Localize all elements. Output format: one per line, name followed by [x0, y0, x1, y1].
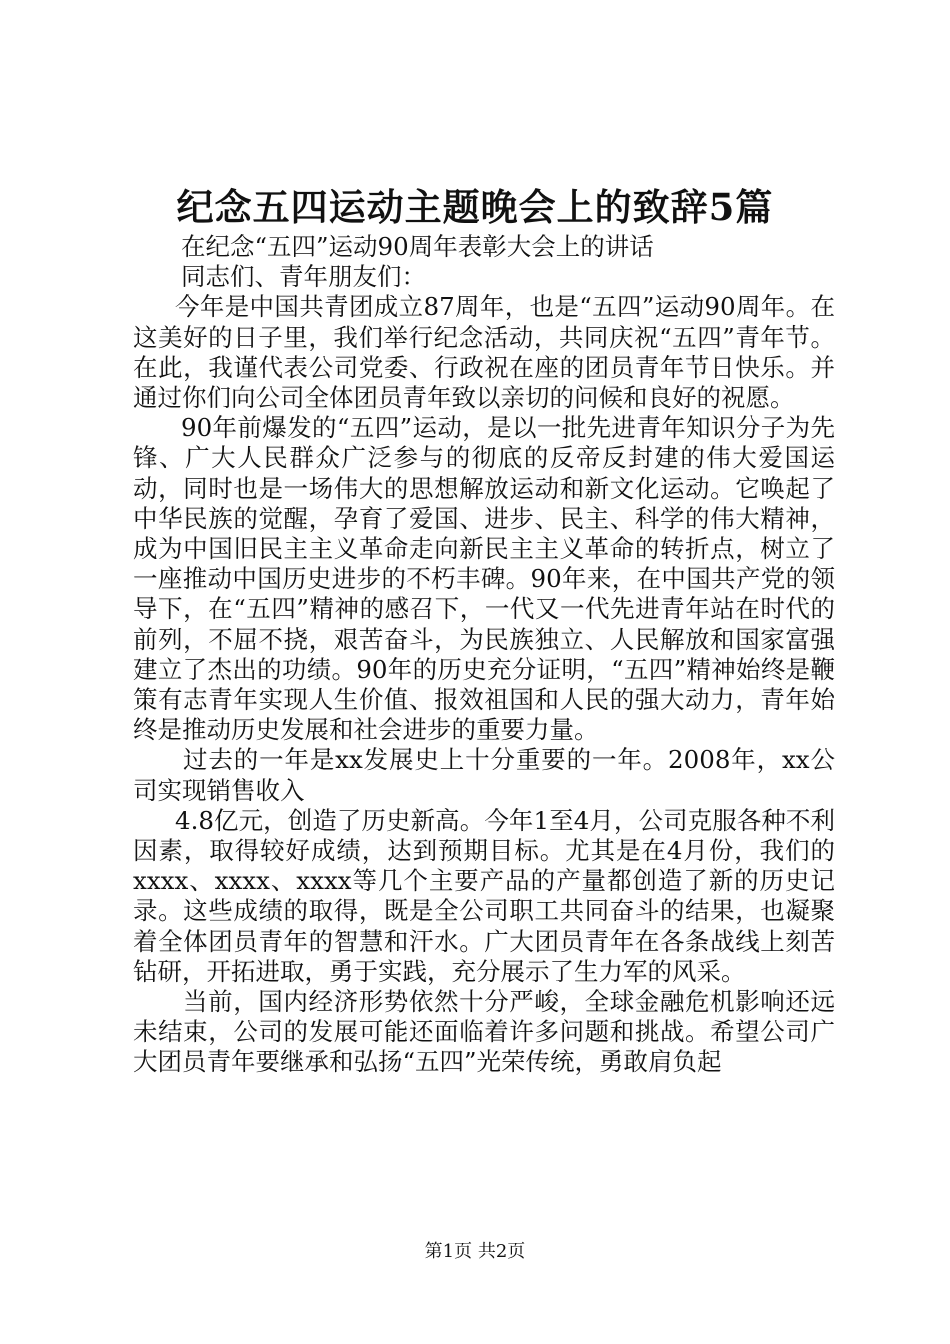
page-number: 第1页 共2页: [424, 1241, 526, 1262]
paragraph: 今年是中国共青团成立87周年，也是“五四”运动90周年。在这美好的日子里，我们举行纪念活动，共同庆祝“五四”青年节。在此，我谨代表公司党委、行政祝在座的团员青年节日快乐。并通过你们向公司全体团员青年致以亲切的问候和良好的祝愿。: [133, 292, 835, 413]
paragraph: 过去的一年是xx发展史上十分重要的一年。2008年，xx公司实现销售收入: [133, 745, 835, 805]
document-body: [133, 232, 835, 1078]
paragraph: 90年前爆发的“五四”运动，是以一批先进青年知识分子为先锋、广大人民群众广泛参与的彻底的反帝反封建的伟大爱国运动，同时也是一场伟大的思想解放运动和新文化运动。它唤起了中华民族的觉醒，孕育了爱国、进步、民主、科学的伟大精神，成为中国旧民主主义革命走向新民主主义革命的转折点，树立了一座推动中国历史进步的不朽丰碑。90年来，在中国共产党的领导下，在“五四”精神的感召下，一代又一代先进青年站在时代的前列，不屈不挠，艰苦奋斗，为民族独立、人民解放和国家富强建立了杰出的功绩。90年的历史充分证明，“五四”精神始终是鞭策有志青年实现人生价值、报效祖国和人民的强大动力，青年始终是推动历史发展和社会进步的重要力量。: [133, 413, 835, 745]
subheading: 在纪念“五四”运动90周年表彰大会上的讲话: [181, 232, 654, 261]
document-title: 纪念五四运动主题晚会上的致辞5篇: [176, 185, 774, 229]
paragraph: 当前，国内经济形势依然十分严峻，全球金融危机影响还远未结束，公司的发展可能还面临着许多问题和挑战。希望公司广大团员青年要继承和弘扬“五四”光荣传统，勇敢肩负起: [133, 987, 835, 1077]
salutation: 同志们、青年朋友们：: [181, 262, 426, 292]
paragraph: 4.8亿元，创造了历史新高。今年1至4月，公司克服各种不利因素，取得较好成绩，达到预期目标。尤其是在4月份，我们的xxxx、xxxx、xxxx等几个主要产品的产量都创造了新的历史记录。这些成绩的取得，既是全公司职工共同奋斗的结果，也凝聚着全体团员青年的智慧和汗水。广大团员青年在各条战线上刻苦钻研，开拓进取，勇于实践，充分展示了生力军的风采。: [133, 805, 835, 986]
